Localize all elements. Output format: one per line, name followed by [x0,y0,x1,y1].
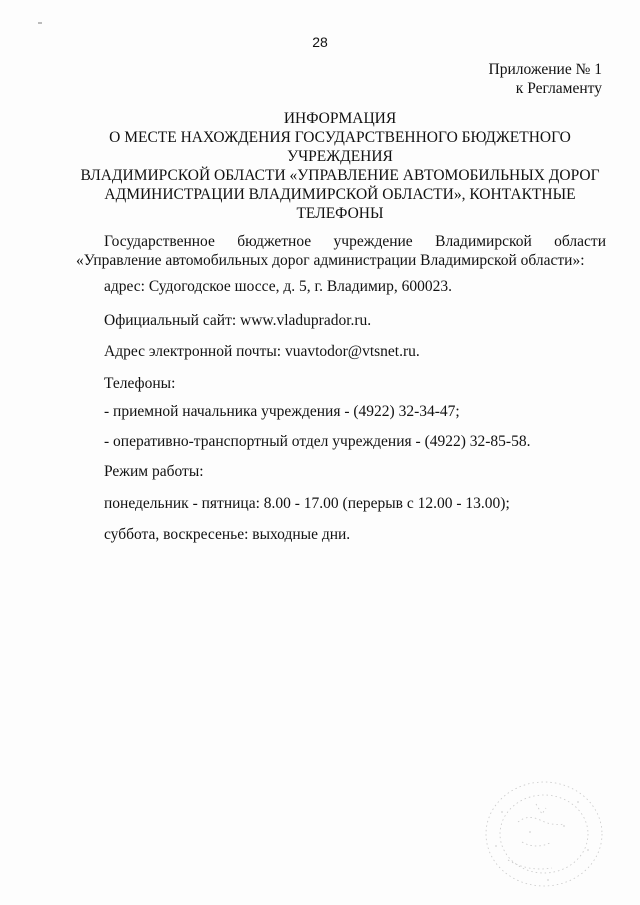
page-number: 28 [312,34,328,50]
heading-line: ТЕЛЕФОНЫ [296,205,384,222]
email-line: Адрес электронной почты: vuavtodor@vtsnet.ru. [104,343,420,360]
heading-line: УЧРЕЖДЕНИЯ [287,148,393,165]
heading-line: ИНФОРМАЦИЯ [283,110,397,127]
scan-speck [38,22,42,24]
schedule-weekend-line: суббота, воскресенье: выходные дни. [104,526,351,543]
website-line: Официальный сайт: www.vladuprador.ru. [104,312,372,329]
appendix-line-2: к Регламенту [515,80,602,97]
heading-line: О МЕСТЕ НАХОЖДЕНИЯ ГОСУДАРСТВЕННОГО БЮДЖЕТНОГО [109,129,571,146]
intro-paragraph: Государственное бюджетное учреждение Владимирской области «Управление автомобильных дорог администрации Владимирской области»: [76,233,606,269]
document-heading [60,109,620,223]
phone-reception-line: - приемной начальника учреждения - (4922) 32-34-47; [104,403,460,420]
faded-stamp-image [478,772,610,892]
document-body [76,232,606,543]
address-line: адрес: Судогодское шоссе, д. 5, г. Владимир, 600023. [104,278,452,295]
phone-operations-line: - оперативно-транспортный отдел учреждения - (4922) 32-85-58. [104,433,531,450]
appendix-line-1: Приложение № 1 [488,61,602,78]
appendix-reference [489,60,602,98]
heading-line: АДМИНИСТРАЦИИ ВЛАДИМИРСКОЙ ОБЛАСТИ», КОНТАКТНЫЕ [104,186,576,203]
schedule-label: Режим работы: [104,463,204,480]
phones-label: Телефоны: [104,375,176,392]
schedule-weekdays-line: понедельник - пятница: 8.00 - 17.00 (перерыв с 12.00 - 13.00); [104,495,510,512]
heading-line: ВЛАДИМИРСКОЙ ОБЛАСТИ «УПРАВЛЕНИЕ АВТОМОБИЛЬНЫХ ДОРОГ [80,167,600,184]
